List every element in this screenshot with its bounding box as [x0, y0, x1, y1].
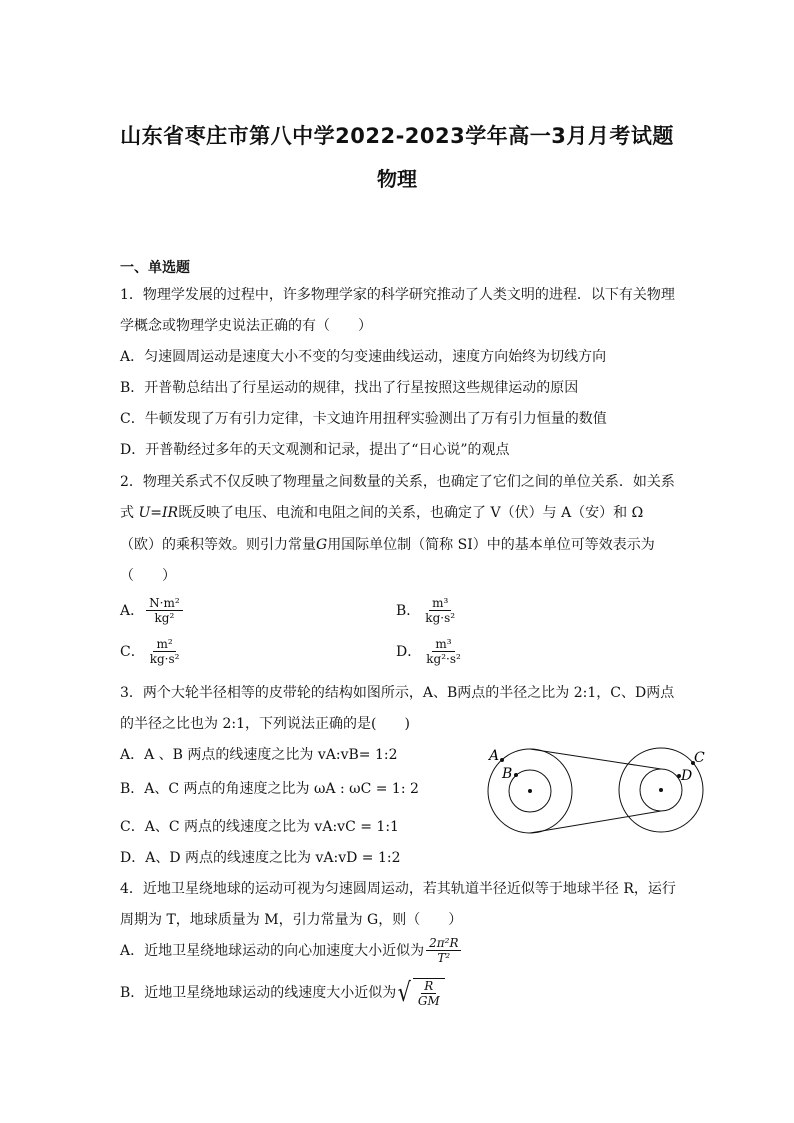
- q2-option-b-label: B．: [396, 602, 421, 619]
- q4-stem-line2: 周期为 T，地球质量为 M，引力常量为 G，则（ ）: [120, 912, 463, 928]
- q2-option-a-num: N·m²: [146, 596, 183, 611]
- q4-option-a-num: 2π²R: [426, 936, 461, 951]
- q2-symbol-g: G: [316, 537, 328, 553]
- q2-option-c-label: C．: [120, 643, 145, 660]
- q4-option-b-num: R: [421, 979, 436, 994]
- q2-option-d-num: m³: [432, 637, 454, 652]
- axle-right: [659, 788, 663, 792]
- q2-option-c: [120, 637, 184, 666]
- q4-option-a-den: T²: [437, 951, 451, 965]
- q2-option-d-label: D．: [396, 643, 422, 660]
- axle-left: [528, 789, 532, 793]
- q2-stem-line4: （ ）: [120, 568, 176, 584]
- q2-line2-start: 式: [120, 505, 139, 521]
- q2-line3-end: 用国际单位制（简称 SI）中的基本单位可等效表示为: [327, 537, 655, 553]
- q4-option-b-den: GM: [417, 994, 440, 1008]
- q2-option-b-fraction: [422, 596, 458, 625]
- q2-option-b-den: kg·s²: [425, 611, 456, 625]
- q2-option-a-den: kg²: [154, 611, 175, 625]
- exam-title: 山东省枣庄市第八中学2022-2023学年高一3月月考试题: [120, 124, 674, 148]
- section-title: 一、单选题: [120, 260, 190, 276]
- q3-option-b: B．A、C 两点的角速度之比为 ωA : ωC = 1: 2: [120, 781, 419, 797]
- q2-line3-start: （欧）的乘积等效。则引力常量: [120, 537, 316, 553]
- label-c: C: [694, 750, 705, 766]
- q4-option-b: [120, 978, 445, 1008]
- q2-line2-end: 既反映了电压、电流和电阻之间的关系，也确定了 V（伏）与 A（安）和 Ω: [178, 505, 644, 521]
- label-b: B: [502, 766, 513, 782]
- q2-option-b-num: m³: [429, 596, 451, 611]
- q1-option-a: A．匀速圆周运动是速度大小不变的匀变速曲线运动，速度方向始终为切线方向: [120, 349, 607, 365]
- sqrt-icon: √: [397, 978, 412, 1008]
- belt-bottom: [530, 811, 661, 833]
- q4-option-a-fraction: [426, 936, 461, 965]
- q1-option-d: D．开普勒经过多年的天文观测和记录，提出了“日心说”的观点: [120, 442, 510, 458]
- q4-option-b-sqrt: [396, 978, 444, 1008]
- q1-stem-line2: 学概念或物理学史说法正确的有（ ）: [120, 318, 372, 334]
- point-a-dot: [500, 758, 504, 762]
- q2-option-c-num: m²: [153, 637, 175, 652]
- q3-option-d: D．A、D 两点的线速度之比为 vA:vD = 1:2: [120, 850, 401, 866]
- q1-option-b: B．开普勒总结出了行星运动的规律，找出了行星按照这些规律运动的原因: [120, 380, 579, 396]
- q2-option-c-fraction: [147, 637, 183, 666]
- q3-option-c: C．A、C 两点的线速度之比为 vA:vC = 1:1: [120, 819, 399, 835]
- q1-stem-line1: 1．物理学发展的过程中，许多物理学家的科学研究推动了人类文明的进程．以下有关物理: [120, 287, 675, 303]
- q2-option-d-fraction: [423, 637, 464, 666]
- q2-equation: U=IR: [138, 505, 179, 521]
- q3-option-a: A．A 、B 两点的线速度之比为 vA:vB= 1:2: [120, 747, 398, 763]
- q2-option-a-fraction: [146, 596, 183, 625]
- q2-stem-line2: [120, 503, 643, 523]
- label-d: D: [681, 768, 693, 784]
- q4-option-a-text: A．近地卫星绕地球运动的向心加速度大小近似为: [120, 942, 425, 959]
- q2-option-b: [396, 596, 460, 625]
- q3-stem-line2: 的半径之比也为 2:1，下列说法正确的是( ): [120, 716, 410, 732]
- q4-option-b-text: B．近地卫星绕地球运动的线速度大小近似为: [120, 985, 397, 1001]
- pulley-belt-diagram: [480, 740, 720, 850]
- exam-subject: 物理: [377, 167, 417, 191]
- q4-option-a: [120, 936, 463, 965]
- q2-stem-line3: [120, 535, 655, 555]
- q2-stem-line1: 2．物理关系式不仅反映了物理量之间数量的关系，也确定了它们之间的单位关系．如关系: [120, 474, 675, 490]
- q4-option-b-radicand: [413, 978, 445, 1008]
- label-a: A: [489, 748, 500, 764]
- belt-top: [530, 749, 661, 769]
- q2-option-a-label: A．: [120, 602, 145, 619]
- q1-option-c: C．牛顿发现了万有引力定律，卡文迪许用扭秤实验测出了万有引力恒量的数值: [120, 411, 607, 427]
- q2-option-a: [120, 596, 185, 625]
- q3-stem-line1: 3．两个大轮半径相等的皮带轮的结构如图所示，A、B两点的半径之比为 2:1，C、D两点: [120, 685, 675, 701]
- q2-option-d-den: kg²·s²: [426, 652, 461, 666]
- q2-option-d: [396, 637, 466, 666]
- q2-option-c-den: kg·s²: [149, 652, 180, 666]
- point-b-dot: [514, 773, 518, 777]
- q4-option-b-fraction: [415, 979, 443, 1008]
- q4-stem-line1: 4．近地卫星绕地球的运动可视为匀速圆周运动，若其轨道半径近似等于地球半径 R，运行: [120, 881, 676, 897]
